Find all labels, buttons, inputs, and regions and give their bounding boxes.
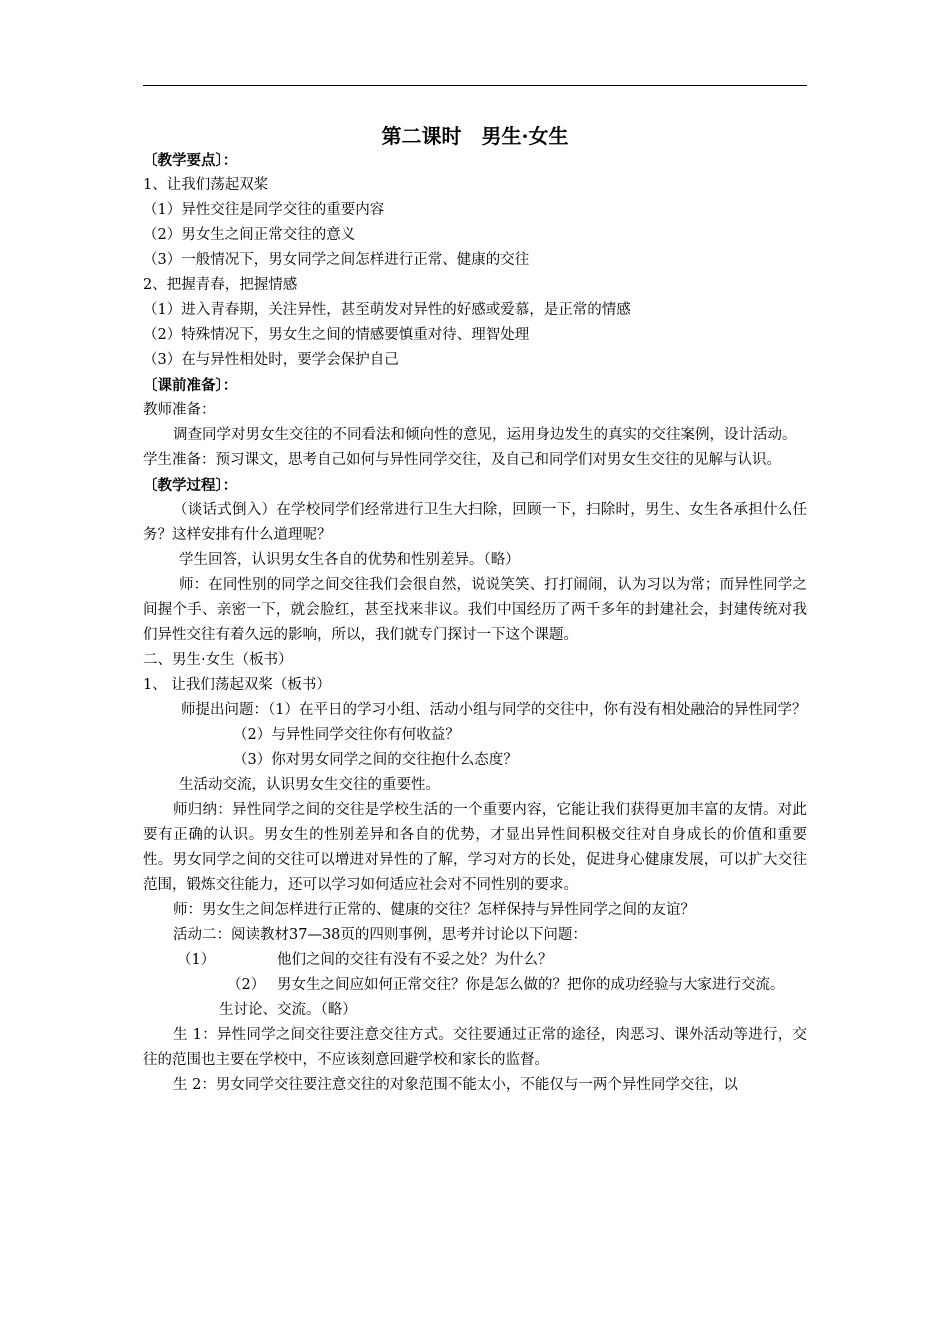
board-heading: 二、男生·女生（板书） [143, 652, 293, 668]
activity-question-2 [143, 973, 807, 998]
exchange-paragraph: 生活动交流，认识男女生交往的重要性。 [179, 777, 440, 793]
question-1: 师提出问题：（1）在平日的学习小组、活动小组与同学的交往中，你有没有相处融洽的异性同学？ [181, 702, 807, 718]
student-1-paragraph: 生 1：异性同学之间交往要注意交往方式。交往要通过正常的途径，肉恶习、课外活动等进行，交往的范围也主要在学校中，不应该刻意回避学校和家长的监督。 [143, 1027, 807, 1068]
list-number: （2） [227, 977, 266, 993]
list-number: （1） [177, 952, 216, 968]
section-heading-process: 〔教学过程〕： [143, 477, 238, 494]
intro-paragraph: （谈话式倒入）在学校同学们经常进行卫生大扫除，回顾一下，扫除时，男生、女生各承担什么任务？这样安排有什么道理呢？ [143, 502, 807, 543]
document-body [143, 148, 807, 1098]
student-2-paragraph: 生 2：男女同学交往要注意交往的对象范围不能太小，不能仅与一两个异性同学交往，以 [173, 1077, 738, 1093]
key-point-line: 2、把握青春，把握情感 [143, 277, 298, 293]
section-heading-key-points: 〔教学要点〕： [143, 152, 238, 169]
header-rule [143, 85, 807, 86]
key-point-line: （1）进入青春期，关注异性，甚至萌发对异性的好感或爱慕，是正常的情感 [143, 302, 631, 318]
key-point-line: （1）异性交往是同学交往的重要内容 [143, 202, 385, 218]
teacher-prep-label: 教师准备： [143, 402, 216, 418]
key-point-line: （2）特殊情况下，男女生之间的情感要慎重对待、理智处理 [143, 327, 530, 343]
activity-question-1 [143, 948, 807, 973]
discussion-paragraph: 生讨论、交流。（略） [219, 1002, 357, 1018]
key-point-line: （2）男女生之间正常交往的意义 [143, 227, 356, 243]
teacher-prep-text: 调查同学对男女生交往的不同看法和倾向性的意见，运用身边发生的真实的交往案例，设计活动。 [173, 427, 797, 443]
section-heading-preparation: 〔课前准备〕： [143, 377, 238, 394]
question-3: （3）你对男女同学之间的交往抱什么态度？ [233, 752, 518, 768]
student-answer-paragraph: 学生回答，认识男女生各自的优势和性别差异。（略） [179, 552, 520, 568]
teacher-question-paragraph: 师：男女生之间怎样进行正常的、健康的交往？怎样保持与异性同学之间的友谊？ [173, 902, 695, 918]
activity-two-paragraph: 活动二：阅读教材37—38页的四则事例，思考并讨论以下问题： [173, 927, 587, 943]
summary-paragraph: 师归纳：异性同学之间的交往是学校生活的一个重要内容，它能让我们获得更加丰富的友情。对此要有正确的认识。男女生的性别差异和各自的优势，才显出异性间积极交往对自身成长的价值和重要性。男女同学之间的交往可以增进对异性的了解，学习对方的长处，促进身心健康发展，可以扩大交往范围，锻炼交往能力，还可以学习如何适应社会对不同性别的要求。 [143, 802, 807, 893]
student-prep-text: 学生准备：预习课文，思考自己如何与异性同学交往，及自己和同学们对男女生交往的见解与认识。 [143, 452, 781, 468]
list-text: 男女生之间应如何正常交往？你是怎么做的？把你的成功经验与大家进行交流。 [277, 977, 785, 993]
question-2: （2）与异性同学交往你有何收益？ [233, 727, 460, 743]
teacher-paragraph: 师：在同性别的同学之间交往我们会很自然，说说笑笑、打打闹闹，认为习以为常；而异性同学之间握个手、亲密一下，就会脸红，甚至找来非议。我们中国经历了两千多年的封建社会，封建传统对我们异性交往有着久远的影响，所以，我们就专门探讨一下这个课题。 [143, 577, 807, 643]
board-subheading: 1、 让我们荡起双桨（板书） [143, 677, 331, 693]
list-text: 他们之间的交往有没有不妥之处？为什么？ [277, 952, 553, 968]
key-point-line: （3）在与异性相处时，要学会保护自己 [143, 352, 399, 368]
key-point-line: 1、让我们荡起双桨 [143, 177, 269, 193]
key-point-line: （3）一般情况下，男女同学之间怎样进行正常、健康的交往 [143, 252, 530, 268]
page-title: 第二课时 男生·女生 [381, 124, 569, 148]
